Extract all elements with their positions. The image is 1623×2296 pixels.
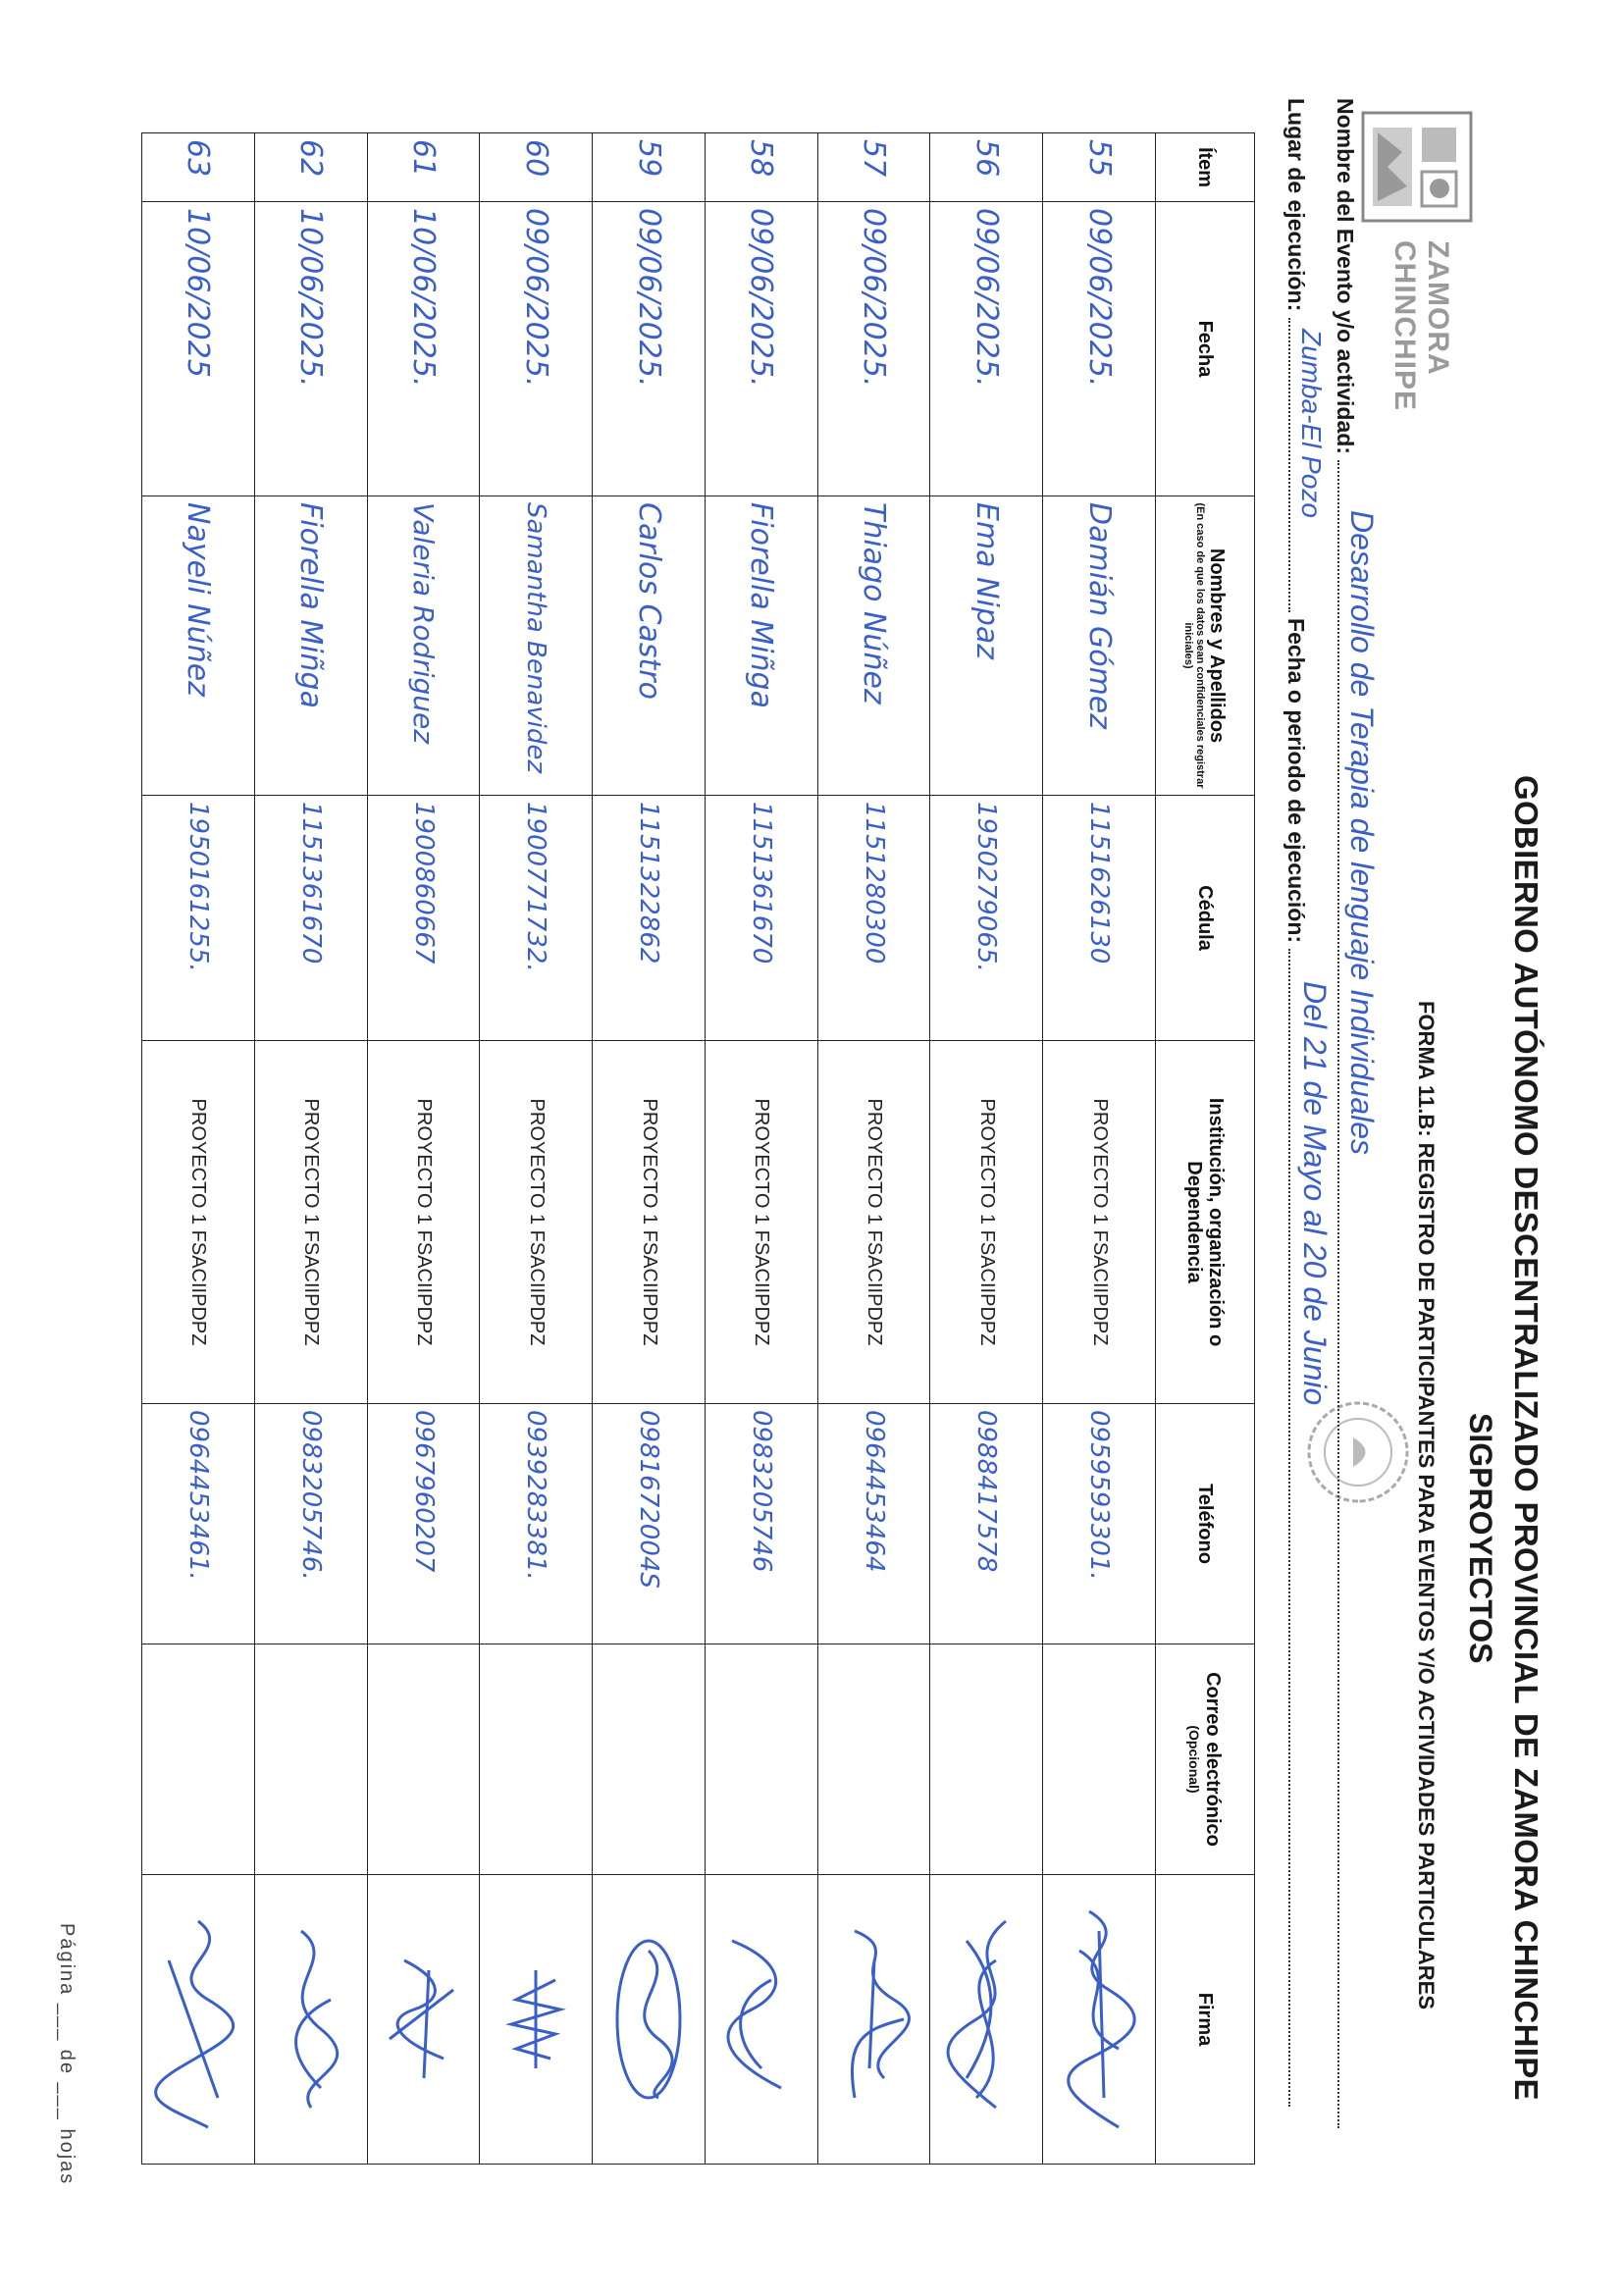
cell-item: 55 xyxy=(1043,133,1156,202)
period-dotted-line xyxy=(1288,949,1290,2107)
provincial-emblem-icon xyxy=(1358,108,1476,226)
cell-item: 56 xyxy=(930,133,1043,202)
cell-correo xyxy=(705,1644,817,1875)
header-nombres xyxy=(1156,496,1255,796)
table-body xyxy=(142,133,1156,2165)
cell-telefono: 0964453464 xyxy=(817,1404,930,1644)
cell-firma xyxy=(254,1875,367,2165)
table-header-row xyxy=(1156,133,1255,2165)
cell-correo xyxy=(142,1644,255,1875)
cell-firma xyxy=(593,1875,706,2165)
event-name-dotted-line xyxy=(1337,460,1339,2128)
cell-firma xyxy=(1043,1875,1156,2165)
header-nombres-note: (En caso de que los datos sean confidenciales registrar iniciales) xyxy=(1182,502,1206,789)
cell-correo xyxy=(254,1644,367,1875)
header-correo xyxy=(1156,1644,1255,1875)
cell-institucion: PROYECTO 1 FSACIIPDPZ xyxy=(1043,1041,1156,1404)
table-row xyxy=(367,133,480,2165)
cell-institucion: PROYECTO 1 FSACIIPDPZ xyxy=(480,1041,593,1404)
period-label: Fecha o periodo de ejecución: xyxy=(1283,618,1309,944)
period-value: Del 21 de Mayo al 20 de Junio xyxy=(1297,981,1333,1406)
cell-cedula: 1151361670 xyxy=(254,796,367,1041)
cell-item: 60 xyxy=(480,133,593,202)
cell-institucion: PROYECTO 1 FSACIIPDPZ xyxy=(367,1041,480,1404)
table-row xyxy=(593,133,706,2165)
form-title: FORMA 11.B: REGISTRO DE PARTICIPANTES PARA EVENTOS Y/O ACTIVIDADES PARTICULARES xyxy=(1414,1001,1439,2009)
cell-telefono: 0939283381. xyxy=(480,1404,593,1644)
cell-firma xyxy=(705,1875,817,2165)
cell-firma xyxy=(367,1875,480,2165)
event-name-value: Desarrollo de Terapia de lenguaje Individuales xyxy=(1344,510,1380,1156)
signature-image xyxy=(262,1902,360,2137)
header-correo-note: (Opcional) xyxy=(1186,1725,1202,1794)
cell-telefono: 0981672004S xyxy=(593,1404,706,1644)
cell-cedula: 1900771732. xyxy=(480,796,593,1041)
header-institucion: Institución, organización o Dependencia xyxy=(1156,1041,1255,1404)
cell-nombre: Damián Gómez xyxy=(1043,496,1156,796)
cell-institucion: PROYECTO 1 FSACIIPDPZ xyxy=(593,1041,706,1404)
cell-institucion: PROYECTO 1 FSACIIPDPZ xyxy=(705,1041,817,1404)
cell-telefono: 0967960207 xyxy=(367,1404,480,1644)
signature-image xyxy=(600,1902,698,2137)
cell-institucion: PROYECTO 1 FSACIIPDPZ xyxy=(142,1041,255,1404)
logo-text xyxy=(1387,240,1454,411)
cell-firma xyxy=(142,1875,255,2165)
participants-table xyxy=(141,132,1255,2165)
cell-item: 57 xyxy=(817,133,930,202)
cell-institucion: PROYECTO 1 FSACIIPDPZ xyxy=(254,1041,367,1404)
cell-nombre: Samantha Benavidez xyxy=(480,496,593,796)
header-cedula: Cédula xyxy=(1156,796,1255,1041)
signature-image xyxy=(712,1902,811,2137)
signature-image xyxy=(1050,1902,1148,2137)
table-row xyxy=(1043,133,1156,2165)
cell-cedula: 1950279065. xyxy=(930,796,1043,1041)
cell-nombre: Valeria Rodriguez xyxy=(367,496,480,796)
cell-item: 59 xyxy=(593,133,706,202)
cell-correo xyxy=(930,1644,1043,1875)
cell-institucion: PROYECTO 1 FSACIIPDPZ xyxy=(930,1041,1043,1404)
provincial-logo xyxy=(1338,108,1476,412)
event-name-label: Nombre del Evento y/o actividad: xyxy=(1333,98,1358,454)
cell-nombre: Nayeli Núñez xyxy=(142,496,255,796)
table-row xyxy=(705,133,817,2165)
cell-nombre: Fiorella Miñga xyxy=(254,496,367,796)
cell-fecha: 10/06/2025 xyxy=(142,202,255,496)
cell-telefono: 0983205746. xyxy=(254,1404,367,1644)
cell-firma xyxy=(930,1875,1043,2165)
header-item: Ítem xyxy=(1156,133,1255,202)
cell-item: 63 xyxy=(142,133,255,202)
cell-item: 62 xyxy=(254,133,367,202)
signature-image xyxy=(937,1902,1035,2137)
logo-text-line2: CHINCHIPE xyxy=(1388,240,1421,412)
cell-correo xyxy=(367,1644,480,1875)
cell-cedula: 1151280300 xyxy=(817,796,930,1041)
cell-fecha: 09/06/2025. xyxy=(480,202,593,496)
cell-item: 61 xyxy=(367,133,480,202)
header-telefono: Teléfono xyxy=(1156,1404,1255,1644)
page-title: GOBIERNO AUTÓNOMO DESCENTRALIZADO PROVINCIAL DE ZAMORA CHINCHIPE xyxy=(1508,775,1544,2101)
cell-fecha: 10/06/2025. xyxy=(367,202,480,496)
cell-firma xyxy=(817,1875,930,2165)
cell-cedula: 1151626130 xyxy=(1043,796,1156,1041)
page-footer: Página ___ de ___ hojas xyxy=(56,1923,78,2186)
table-row xyxy=(142,133,255,2165)
cell-correo xyxy=(480,1644,593,1875)
table-row xyxy=(480,133,593,2165)
cell-correo xyxy=(817,1644,930,1875)
logo-text-line1: ZAMORA xyxy=(1422,240,1454,376)
cell-nombre: Carlos Castro xyxy=(593,496,706,796)
table-row xyxy=(817,133,930,2165)
cell-institucion: PROYECTO 1 FSACIIPDPZ xyxy=(817,1041,930,1404)
header-correo-label: Correo electrónico xyxy=(1202,1672,1224,1847)
cell-fecha: 09/06/2025. xyxy=(930,202,1043,496)
cell-telefono: 0983205746 xyxy=(705,1404,817,1644)
header-nombres-label: Nombres y Apellidos xyxy=(1206,548,1228,744)
page-subtitle: SIGPROYECTOS xyxy=(1463,1413,1498,1664)
table-row xyxy=(930,133,1043,2165)
cell-fecha: 09/06/2025. xyxy=(705,202,817,496)
signature-image xyxy=(149,1902,247,2137)
cell-cedula: 1151322862 xyxy=(593,796,706,1041)
official-seal-stamp xyxy=(1299,1393,1417,1511)
cell-item: 58 xyxy=(705,133,817,202)
cell-firma xyxy=(480,1875,593,2165)
cell-cedula: 1950161255. xyxy=(142,796,255,1041)
cell-fecha: 10/06/2025. xyxy=(254,202,367,496)
cell-telefono: 0964453461. xyxy=(142,1404,255,1644)
cell-nombre: Thiago Núñez xyxy=(817,496,930,796)
cell-correo xyxy=(1043,1644,1156,1875)
place-value: Zumba-El Pozo xyxy=(1296,329,1327,518)
header-fecha: Fecha xyxy=(1156,202,1255,496)
table-row xyxy=(254,133,367,2165)
cell-fecha: 09/06/2025. xyxy=(593,202,706,496)
cell-nombre: Ema Nipaz xyxy=(930,496,1043,796)
cell-cedula: 1900860667 xyxy=(367,796,480,1041)
cell-telefono: 0988417578 xyxy=(930,1404,1043,1644)
signature-image xyxy=(825,1902,923,2137)
cell-correo xyxy=(593,1644,706,1875)
signature-image xyxy=(487,1902,585,2137)
cell-nombre: Fiorella Miñga xyxy=(705,496,817,796)
signature-image xyxy=(375,1902,473,2137)
cell-telefono: 0959593301. xyxy=(1043,1404,1156,1644)
cell-fecha: 09/06/2025. xyxy=(1043,202,1156,496)
place-label: Lugar de ejecución: xyxy=(1283,98,1309,312)
header-firma: Firma xyxy=(1156,1875,1255,2165)
place-dotted-line xyxy=(1288,318,1290,612)
cell-cedula: 1151361670 xyxy=(705,796,817,1041)
cell-fecha: 09/06/2025. xyxy=(817,202,930,496)
